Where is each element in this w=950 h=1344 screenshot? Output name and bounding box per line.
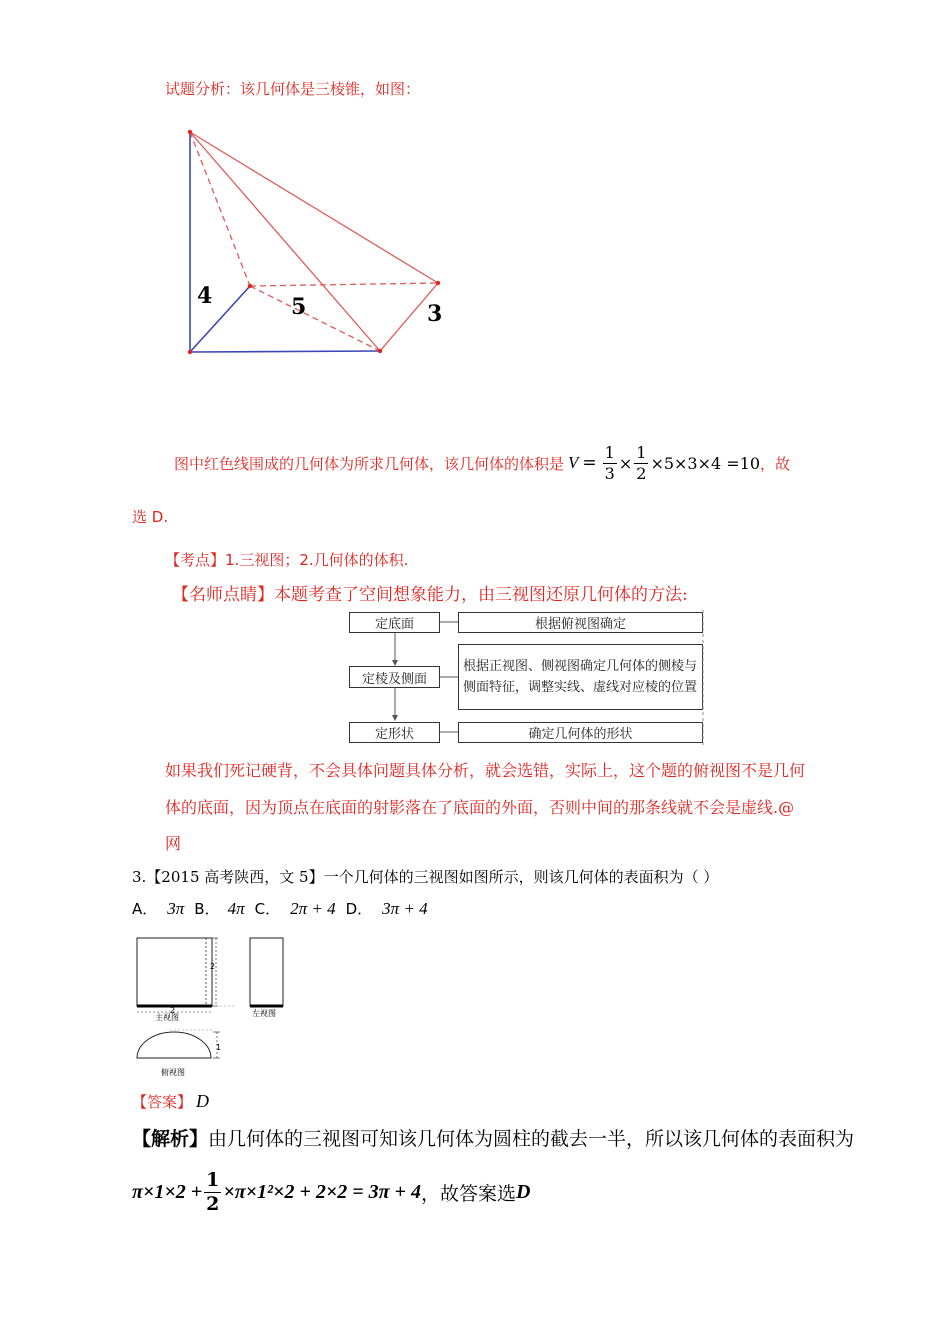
front-height-label: 2 [210,962,216,971]
analysis-heading: 试题分析：该几何体是三棱锥，如图： [165,80,421,98]
solution-formula-rest: ×π×1²×2 + 2×2 = 3π + 4 [223,1180,421,1203]
solution-line-2 [132,1164,530,1220]
edge-back-front-dashed [250,286,380,351]
flow-desc-2: 根据正视图、侧视图确定几何体的侧棱与侧面特征，调整实线、虚线对应棱的位置 [458,644,703,710]
solution-tail: ，故答案选 [420,1182,516,1205]
formula-fraction-2: $\frac{1}{2}$ [636,442,647,483]
flow-connectors [340,605,720,750]
option-a-value: 3π [167,898,185,918]
front-view-rect [137,938,212,1006]
front-view-caption: 主视图 [155,1013,179,1022]
mingshi-line [172,580,688,605]
kaodian-line [165,549,408,570]
remark-line-1: 如果我们死记硬背，不会具体问题具体分析，就会选错，实际上，这个题的俯视图不是几何 [165,761,806,780]
flow-step-2: 定棱及侧面 [349,666,440,688]
label-edge-3: 3 [427,301,443,327]
kaodian-text: 1.三视图；2.几何体的体积. [225,551,409,569]
mingshi-label: 【名师点睛】 [172,585,274,605]
formula-rest: ×5×3×4 =10 [650,453,761,473]
label-edge-4: 4 [197,283,213,309]
edge-base-front [190,351,380,352]
solution-answer: D [515,1180,531,1203]
solution-formula: π×1×2 + [132,1180,203,1203]
formula-tail: ，故 [760,454,791,473]
solution-label: 【解析】 [132,1128,209,1150]
mingshi-text: 本题考查了空间想象能力，由三视图还原几何体的方法: [274,585,688,605]
top-depth-label: 1 [216,1043,222,1052]
top-view-caption: 俯视图 [161,1068,185,1077]
remark-line-2: 体的底面，因为顶点在底面的射影落在了底面的外面，否则中间的那条线就不会是虚线.@ [165,798,795,817]
three-views-figure [130,930,300,1080]
left-view-rect [250,938,283,1006]
question3-options [132,898,428,919]
kaodian-label: 【考点】 [165,551,226,569]
question3-stem: 3.【2015 高考陕西，文 5】一个几何体的三视图如图所示，则该几何体的表面积为（ ） [132,868,719,886]
volume-explanation-text: 图中红色线围成的几何体为所求几何体，该几何体的体积是 [174,454,565,473]
flow-desc-1: 根据俯视图确定 [458,612,703,633]
option-b-letter: B． [194,900,220,918]
formula-eq: = [582,453,597,473]
edge-back-right-dashed [250,283,438,286]
option-d-letter: D． [345,900,373,918]
label-edge-5: 5 [291,294,307,320]
answer-line [132,1091,209,1112]
option-b-value: 4π [227,898,245,918]
solution-line-1 [132,1124,854,1151]
flow-step-3: 定形状 [349,722,440,743]
solution-text: 由几何体的三视图可知该几何体为圆柱的截去一半，所以该几何体的表面积为 [208,1128,855,1150]
pyramid-figure [170,120,460,370]
top-view-semicircle [137,1032,211,1058]
formula-fraction-1: $\frac{1}{3}$ [604,442,615,483]
flow-step-1: 定底面 [349,612,440,633]
analysis-conclusion: 选 D. [132,508,169,526]
option-d-value: 3π + 4 [382,898,428,918]
edge-apex-back-dashed [190,132,250,286]
option-c-letter: C． [254,900,281,918]
flow-desc-3: 确定几何体的形状 [458,722,703,743]
remark-line-3: 网 [165,834,182,853]
formula-lhs: V [568,453,579,472]
option-c-value: 2π + 4 [290,898,336,918]
edge-apex-front [190,132,380,351]
solution-fraction: $\frac{1}{2}$ [206,1168,220,1215]
volume-explanation: 图中红色线围成的几何体为所求几何体，该几何体的体积是 V = $\frac{1}{3}$ × $\frac{1}{2}$ ×5×3×4 =10 ，故 [174,442,791,483]
left-view-caption: 左视图 [252,1009,276,1018]
edge-apex-right [190,132,438,283]
answer-value: D [196,1091,210,1111]
option-a-letter: A． [132,900,158,918]
answer-label: 【答案】 [132,1093,193,1111]
front-width-label: 2 [170,1006,176,1015]
